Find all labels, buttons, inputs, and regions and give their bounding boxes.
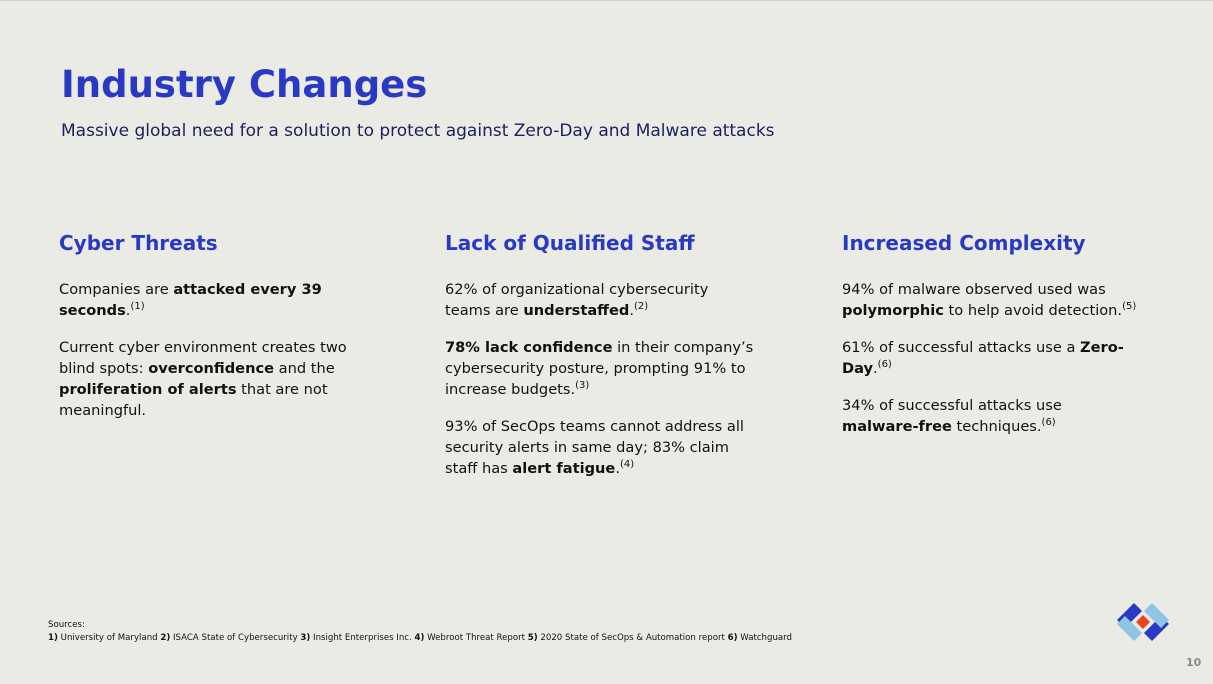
column-paragraph xyxy=(445,337,755,400)
source-number: 3) xyxy=(300,633,311,643)
paragraph-text: . xyxy=(125,302,131,319)
footnote-reference: (6) xyxy=(877,359,892,371)
column-paragraph xyxy=(842,337,1142,379)
paragraph-text: . xyxy=(615,460,620,477)
column-paragraph xyxy=(842,279,1142,321)
source-number: 5) xyxy=(527,633,538,643)
emphasis-text: proliferation of alerts xyxy=(59,381,237,398)
footnote-reference: (6) xyxy=(1041,417,1056,429)
emphasis-text: Zero-Day xyxy=(842,339,1124,377)
footnote-reference: (5) xyxy=(1122,301,1137,313)
column-heading: Increased Complexity xyxy=(842,231,1086,255)
source-number: 6) xyxy=(727,633,738,643)
column-paragraph xyxy=(445,279,755,321)
paragraph-text: to help avoid detection. xyxy=(943,302,1123,319)
source-text: Webroot Threat Report xyxy=(424,633,528,643)
source-text: Insight Enterprises Inc. xyxy=(310,633,415,643)
emphasis-text: alert fatigue xyxy=(512,460,616,477)
footnote-reference: (2) xyxy=(633,301,649,313)
slide-title: Industry Changes xyxy=(61,63,428,106)
paragraph-text: Current cyber environment creates two blind spots: xyxy=(59,339,347,377)
emphasis-text: overconfidence xyxy=(148,360,275,377)
diamond-logo-icon xyxy=(1115,597,1171,647)
page-number: 10 xyxy=(1186,656,1202,669)
column-paragraph xyxy=(59,279,359,321)
column-increased-complexity xyxy=(842,229,1142,453)
emphasis-text: malware-free xyxy=(842,418,952,435)
column-heading: Lack of Qualified Staff xyxy=(445,231,695,255)
emphasis-text: attacked every 39 seconds xyxy=(59,281,322,319)
column-paragraph xyxy=(59,337,359,421)
sources-label: Sources: xyxy=(48,620,85,630)
source-number: 2) xyxy=(160,633,171,643)
column-lack-of-qualified-staff xyxy=(445,229,755,495)
paragraph-text: . xyxy=(873,360,878,377)
paragraph-text: that are not meaningful. xyxy=(59,381,328,419)
footnote-reference: (3) xyxy=(575,380,590,392)
column-paragraph xyxy=(842,395,1142,437)
footnote-reference: (1) xyxy=(130,301,145,313)
sources-footnote xyxy=(48,619,792,645)
paragraph-text: techniques. xyxy=(951,418,1042,435)
footnote-reference: (4) xyxy=(619,459,635,471)
paragraph-text: . xyxy=(629,302,634,319)
emphasis-text: understaffed xyxy=(523,302,630,319)
column-heading: Cyber Threats xyxy=(59,231,218,255)
source-number: 4) xyxy=(414,633,425,643)
emphasis-text: 78% lack confidence xyxy=(445,339,613,356)
column-body xyxy=(842,279,1142,437)
paragraph-text: 62% of organizational cybersecurity teams are xyxy=(445,281,709,319)
source-number: 1) xyxy=(48,633,58,643)
source-text: Watchguard xyxy=(737,633,793,643)
paragraph-text: and the xyxy=(274,360,335,377)
source-text: University of Maryland xyxy=(57,633,161,643)
source-text: ISACA State of Cybersecurity xyxy=(170,633,301,643)
paragraph-text: in their company’s cybersecurity posture, prompting 91% to increase budgets. xyxy=(445,339,754,398)
column-body xyxy=(59,279,359,421)
paragraph-text: 94% of malware observed used was xyxy=(842,281,1106,298)
logo-center-diamond xyxy=(1136,615,1150,629)
column-body xyxy=(445,279,755,479)
sources-list xyxy=(48,632,792,645)
paragraph-text: 93% of SecOps teams cannot address all security alerts in same day; 83% claim staff has xyxy=(445,418,744,477)
emphasis-text: polymorphic xyxy=(842,302,944,319)
paragraph-text: 61% of successful attacks use a xyxy=(842,339,1081,356)
paragraph-text: Companies are xyxy=(59,281,174,298)
source-text: 2020 State of SecOps & Automation report xyxy=(537,633,728,643)
column-paragraph xyxy=(445,416,755,479)
column-cyber-threats xyxy=(59,229,359,437)
slide-subtitle: Massive global need for a solution to protect against Zero-Day and Malware attacks xyxy=(61,121,775,141)
paragraph-text: 34% of successful attacks use xyxy=(842,397,1062,414)
